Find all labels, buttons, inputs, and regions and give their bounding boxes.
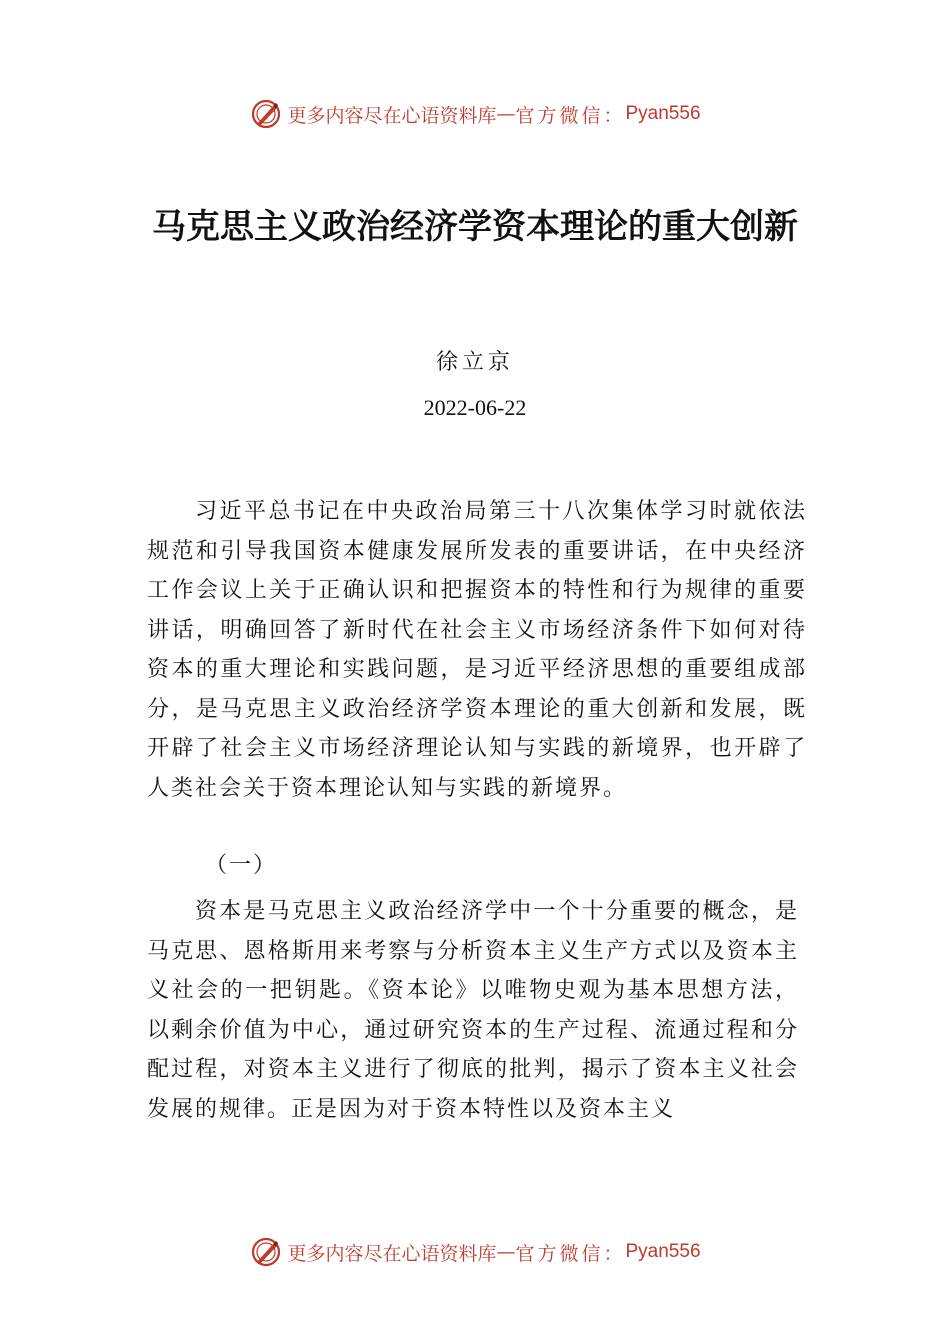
article-title: 马克思主义政治经济学资本理论的重大创新 — [152, 207, 798, 247]
watermark-brand: 更多内容尽在心语资料库 — [287, 1242, 497, 1265]
paragraph-2: 资本是马克思主义政治经济学中一个十分重要的概念，是马克思、恩格斯用来考察与分析资本主义生产方式以及资本主义社会的一把钥匙。《资本论》以唯物史观为基本思想方法，以剩余价值为中心，通过研究资本的生产过程、流通过程和分配过程，对资本主义进行了彻底的批判，揭示了资本主义社会发展的规律。正是因为对于资本特性以及资本主义 — [147, 899, 799, 1122]
paragraph-1: 习近平总书记在中央政治局第三十八次集体学习时就依法规范和引导我国资本健康发展所发表的重要讲话，在中央经济工作会议上关于正确认识和把握资本的特性和行为规律的重要讲话，明确回答了新时代在社会主义市场经济条件下如何对待资本的重大理论和实践问题，是习近平经济思想的重要组成部分，是马克思主义政治经济学资本理论的重大创新和发展，既开辟了社会主义市场经济理论认知与实践的新境界，也开辟了人类社会关于资本理论认知与实践的新境界。 — [147, 499, 807, 801]
watermark-separator: — — [496, 1241, 516, 1263]
pen-seal-logo-icon — [249, 1235, 283, 1269]
pen-seal-logo-icon — [249, 97, 283, 131]
section-heading: （一） — [205, 853, 278, 878]
watermark-wechat-id: Pyan556 — [625, 1241, 701, 1262]
watermark-label: 官方微信： — [515, 1242, 626, 1265]
article-date: 2022-06-22 — [423, 395, 527, 420]
footer-watermark — [0, 1232, 950, 1272]
watermark-label: 官方微信： — [515, 104, 626, 127]
header-watermark — [0, 94, 950, 134]
watermark-brand: 更多内容尽在心语资料库 — [287, 104, 497, 127]
watermark-wechat-id: Pyan556 — [625, 103, 701, 124]
article-author: 徐立京 — [435, 350, 514, 375]
watermark-separator: — — [496, 103, 516, 125]
